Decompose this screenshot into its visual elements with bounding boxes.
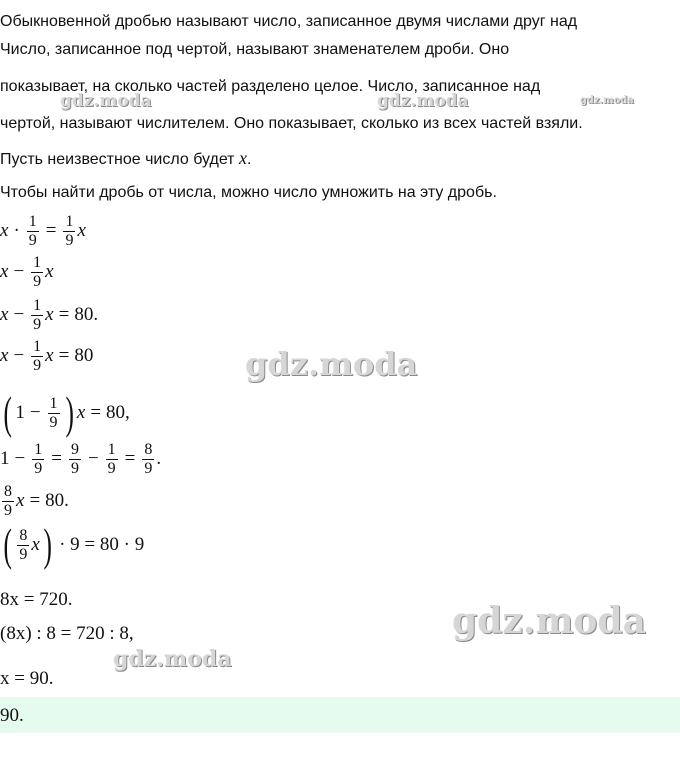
numerator: 1 (33, 253, 42, 271)
fraction (48, 395, 60, 432)
op: = (51, 448, 62, 469)
numerator: 1 (34, 440, 43, 458)
watermark-2: gdz.moda (377, 91, 469, 111)
paragraph-5 (0, 148, 251, 170)
op: = (124, 448, 136, 469)
paren: ( (3, 519, 12, 570)
number: 80 (74, 345, 94, 366)
op: · (13, 220, 20, 241)
expression: x = 90. (0, 668, 54, 689)
fraction (27, 213, 39, 250)
numerator: 1 (33, 337, 42, 355)
fraction (31, 254, 43, 291)
op: = (90, 402, 102, 423)
denominator: 9 (19, 545, 28, 563)
var: x (16, 490, 25, 511)
op: − (13, 304, 25, 325)
numerator: 9 (70, 440, 79, 458)
var: x (76, 402, 86, 423)
numerator: 1 (28, 212, 37, 230)
op: − (14, 448, 26, 469)
number: 80 (106, 402, 126, 423)
fraction (106, 441, 118, 478)
var: x (45, 345, 54, 366)
var: x (45, 261, 54, 282)
number: 1 (0, 448, 10, 469)
var: x (77, 220, 86, 241)
paragraph-5-prefix: Пусть неизвестное число будет (0, 151, 239, 168)
numerator: 1 (65, 212, 74, 230)
math-line-4 (0, 333, 93, 379)
answer-bar (0, 697, 680, 733)
fraction (31, 297, 43, 334)
numerator: 1 (49, 394, 58, 412)
denominator: 9 (107, 459, 116, 477)
fraction (31, 338, 43, 375)
var: x (0, 345, 9, 366)
math-line-8 (0, 519, 145, 570)
paren: ) (64, 387, 74, 438)
denominator: 9 (33, 272, 42, 290)
paragraph-5-suffix: . (246, 151, 252, 168)
number: 1 (15, 402, 25, 423)
denominator: 9 (28, 231, 37, 249)
answer-text: 90. (0, 705, 24, 726)
numerator: 8 (19, 526, 28, 544)
var: x (0, 304, 9, 325)
expression: · 9 = 80 · 9 (59, 534, 145, 555)
var: x (0, 220, 9, 241)
watermark-5: gdz.moda (452, 600, 646, 642)
var: x (0, 261, 9, 282)
watermark-1: gdz.moda (60, 91, 152, 111)
op: = (29, 490, 41, 511)
op: − (87, 448, 99, 469)
denominator: 9 (33, 356, 42, 374)
math-line-2 (0, 249, 54, 295)
expression: 8x = 720. (0, 589, 73, 610)
punct: . (156, 448, 162, 469)
op: − (29, 402, 41, 423)
watermark-3: gdz.moda (580, 95, 634, 106)
denominator: 9 (34, 459, 43, 477)
paren: ( (3, 387, 12, 438)
expression: (8x) : 8 = 720 : 8, (0, 623, 134, 644)
math-line-1 (0, 208, 86, 254)
math-line-6 (0, 436, 161, 482)
paragraph-6: Чтобы найти дробь от числа, можно число умножить на эту дробь. (0, 184, 497, 201)
paragraph-2: Число, записанное под чертой, называют знаменателем дроби. Оно (0, 41, 510, 58)
numerator: 8 (4, 482, 12, 500)
var: x (45, 304, 54, 325)
denominator: 9 (49, 413, 58, 431)
op: = (58, 345, 70, 366)
numerator: 1 (107, 440, 116, 458)
denominator: 9 (4, 501, 12, 519)
numerator: 1 (33, 296, 42, 314)
paragraph-1: Обыкновенной дробью называют число, записанное двумя числами друг над (0, 13, 578, 30)
denominator: 9 (70, 459, 79, 477)
op: = (58, 304, 70, 325)
punct: . (93, 304, 99, 325)
punct: . (64, 490, 69, 511)
number: 80 (74, 304, 94, 325)
watermark-4: gdz.moda (245, 345, 418, 383)
denominator: 9 (144, 459, 153, 477)
denominator: 9 (33, 315, 42, 333)
paragraph-3: показывает, на сколько частей разделено целое. Число, записанное над (0, 78, 541, 95)
fraction (69, 441, 81, 478)
op: − (13, 261, 25, 282)
numerator: 8 (144, 440, 153, 458)
paragraph-4: чертой, называют числителем. Оно показывает, сколько из всех частей взяли. (0, 115, 583, 132)
fraction (63, 213, 75, 250)
fraction (32, 441, 44, 478)
var: x (31, 534, 40, 555)
fraction (17, 527, 29, 564)
math-line-5 (0, 387, 130, 438)
punct: , (125, 402, 130, 423)
math-line-11 (0, 656, 53, 702)
watermark-6: gdz.moda (113, 646, 232, 672)
denominator: 9 (65, 231, 74, 249)
op: − (13, 345, 25, 366)
variable-x: x (238, 148, 247, 168)
fraction (142, 441, 154, 478)
op: = (45, 220, 57, 241)
math-line-3 (0, 292, 98, 338)
fraction (2, 483, 14, 520)
paren: ) (43, 519, 52, 570)
number: 80 (45, 490, 65, 511)
math-line-7 (0, 478, 69, 524)
